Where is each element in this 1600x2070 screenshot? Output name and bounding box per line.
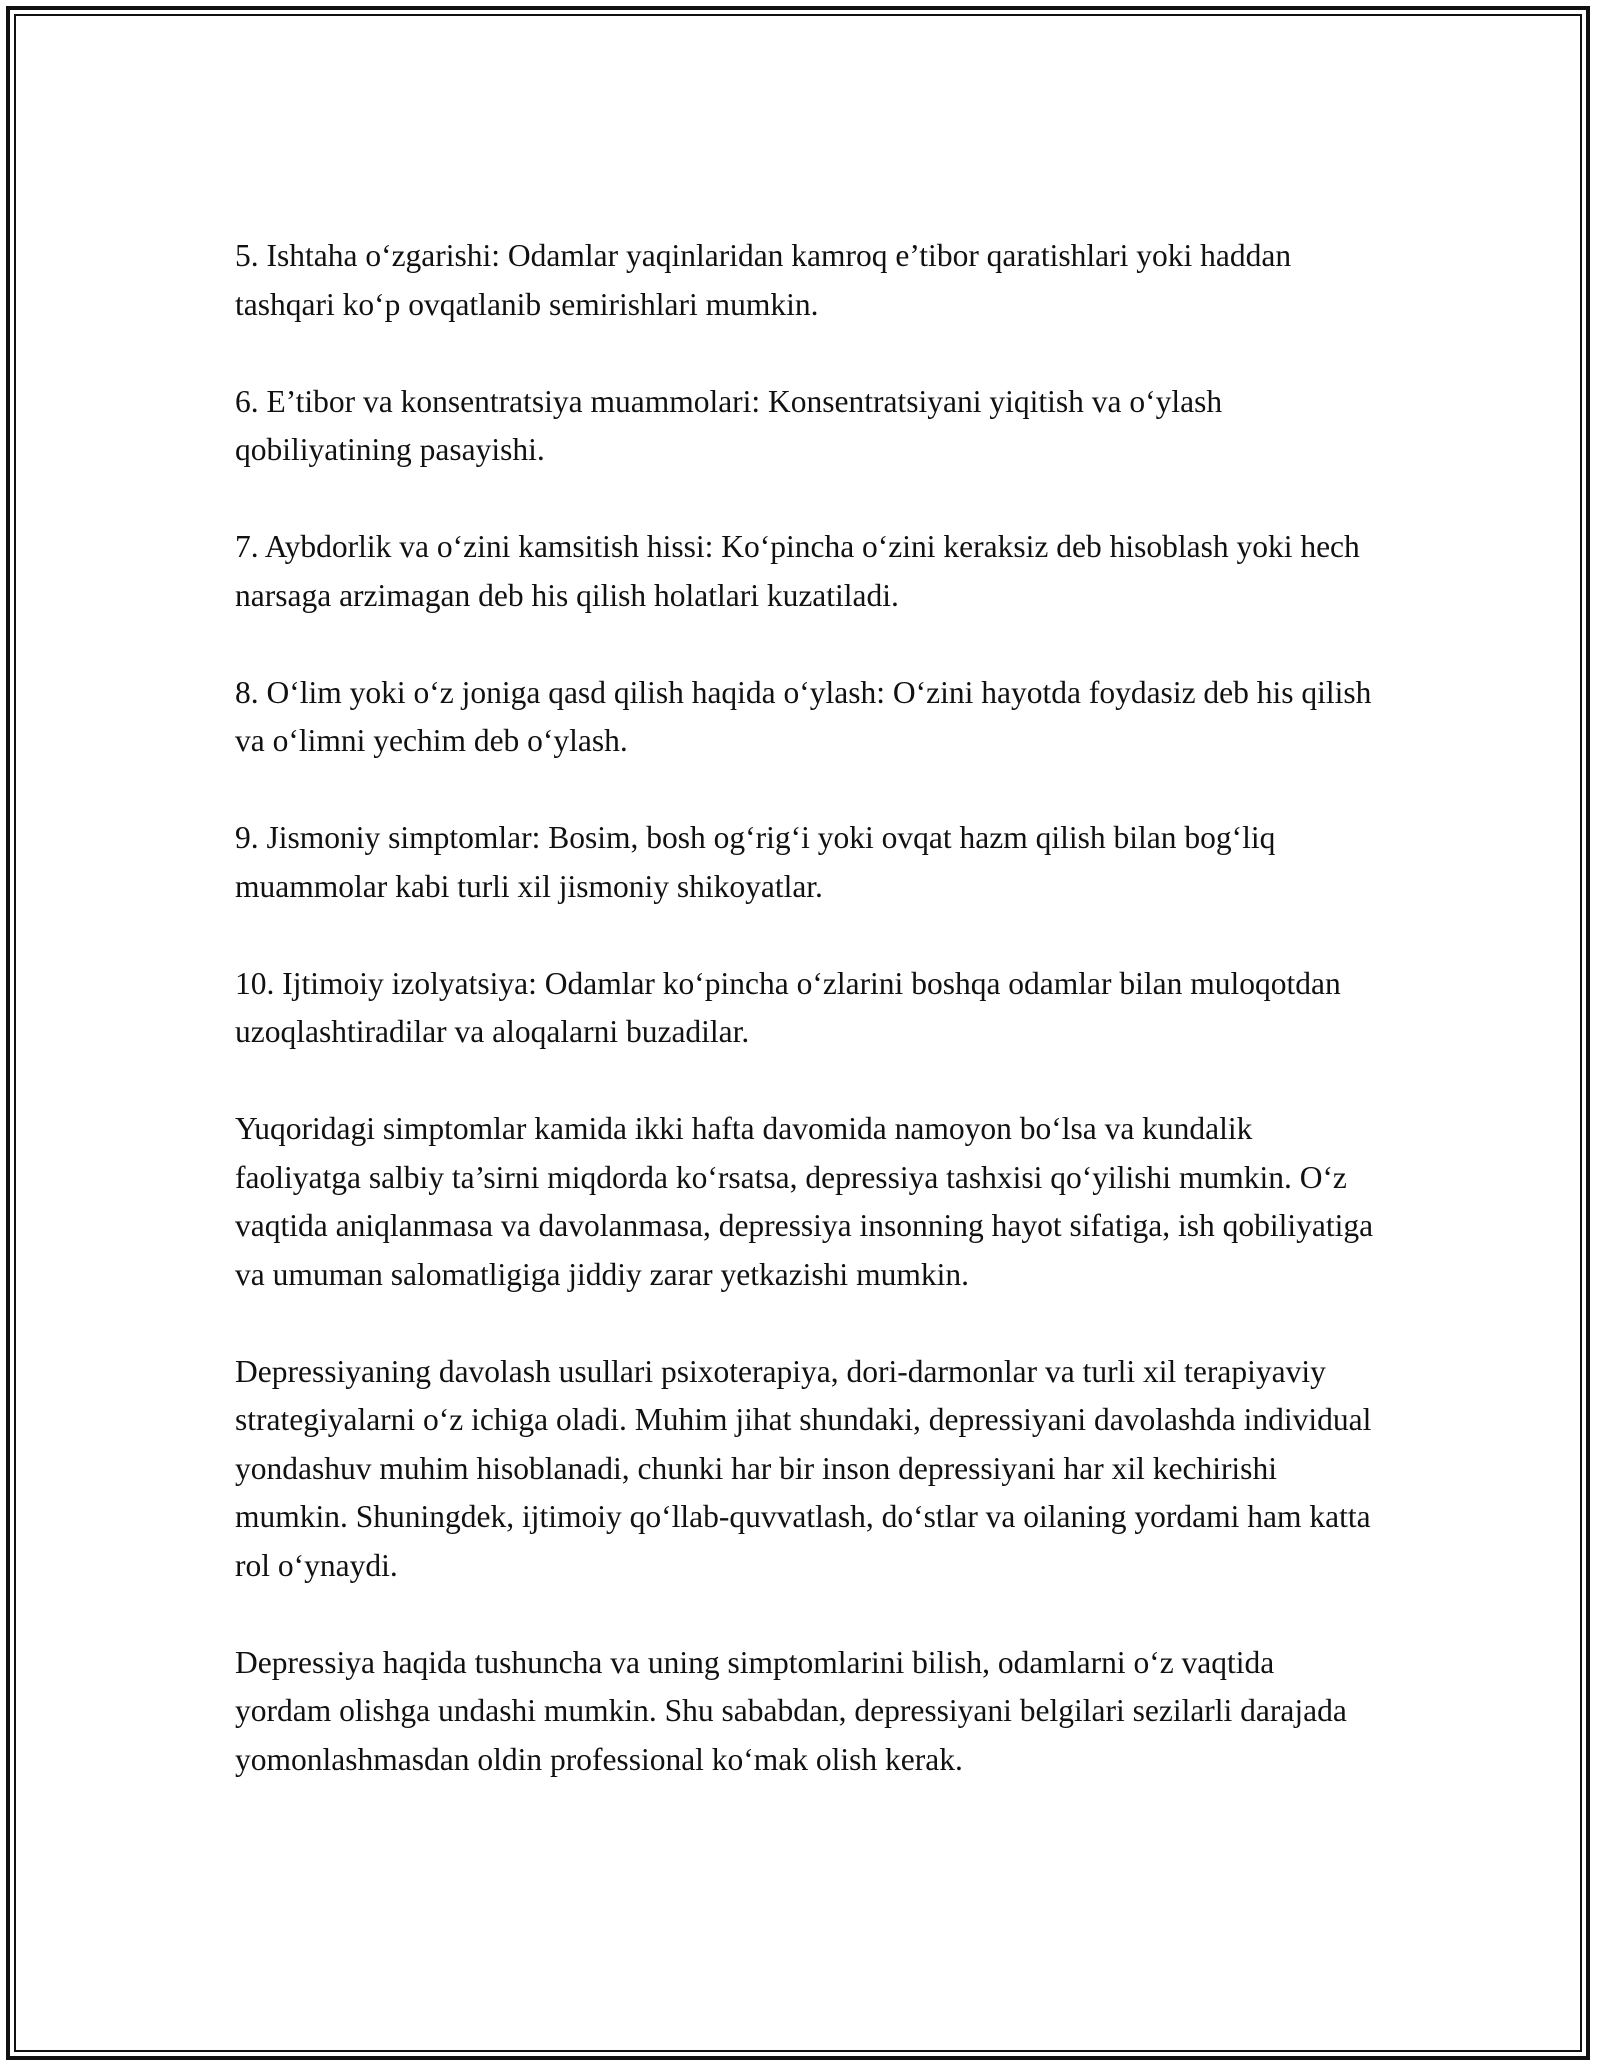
paragraph-symptom-9: 9. Jismoniy simptomlar: Bosim, bosh og‘rig‘i yoki ovqat hazm qilish bilan bog‘liq muammolar kabi turli xil jismoniy shikoyatlar.: [235, 820, 1276, 904]
paragraph-conclusion: Depressiya haqida tushuncha va uning simptomlarini bilish, odamlarni o‘z vaqtida yordam olishga undashi mumkin. Shu sababdan, depressiyani belgilari sezilarli darajada yomonlashmasdan oldin professional ko‘mak olish kerak.: [235, 1644, 1347, 1777]
paragraph-symptom-7: 7. Aybdorlik va o‘zini kamsitish hissi: Ko‘pincha o‘zini keraksiz deb hisoblash yoki hech narsaga arzimagan deb his qilish holatlari kuzatiladi.: [235, 529, 1360, 613]
paragraph-treatment: Depressiyaning davolash usullari psixoterapiya, dori-darmonlar va turli xil terapiyaviy strategiyalarni o‘z ichiga oladi. Muhim jihat shundaki, depressiyani davolashda individual yondashuv muhim hisoblanadi, chunki har bir inson depressiyani har xil kechirishi mumkin. Shuningdek, ijtimoiy qo‘llab-quvvatlash, do‘stlar va oilaning yordami ham katta rol o‘ynaydi.: [235, 1353, 1372, 1583]
paragraph-symptom-10: 10. Ijtimoiy izolyatsiya: Odamlar ko‘pincha o‘zlarini boshqa odamlar bilan muloqotdan uzoqlashtiradilar va aloqalarni buzadilar.: [235, 965, 1341, 1049]
paragraph-symptom-8: 8. O‘lim yoki o‘z joniga qasd qilish haqida o‘ylash: O‘zini hayotda foydasiz deb his qilish va o‘limni yechim deb o‘ylash.: [235, 674, 1372, 758]
paragraph-symptom-5: 5. Ishtaha o‘zgarishi: Odamlar yaqinlaridan kamroq e’tibor qaratishlari yoki haddan tashqari ko‘p ovqatlanib semirishlari mumkin.: [235, 238, 1292, 322]
document-body: [235, 232, 1375, 1784]
paragraph-diagnosis: Yuqoridagi simptomlar kamida ikki hafta davomida namoyon bo‘lsa va kundalik faoliyatga salbiy ta’sirni miqdorda ko‘rsatsa, depressiya tashxisi qo‘yilishi mumkin. O‘z vaqtida aniqlanmasa va davolanmasa, depressiya insonning hayot sifatiga, ish qobiliyatiga va umuman salomatligiga jiddiy zarar yetkazishi mumkin.: [235, 1111, 1374, 1292]
paragraph-symptom-6: 6. E’tibor va konsentratsiya muammolari: Konsentratsiyani yiqitish va o‘ylash qobiliyatining pasayishi.: [235, 383, 1223, 467]
